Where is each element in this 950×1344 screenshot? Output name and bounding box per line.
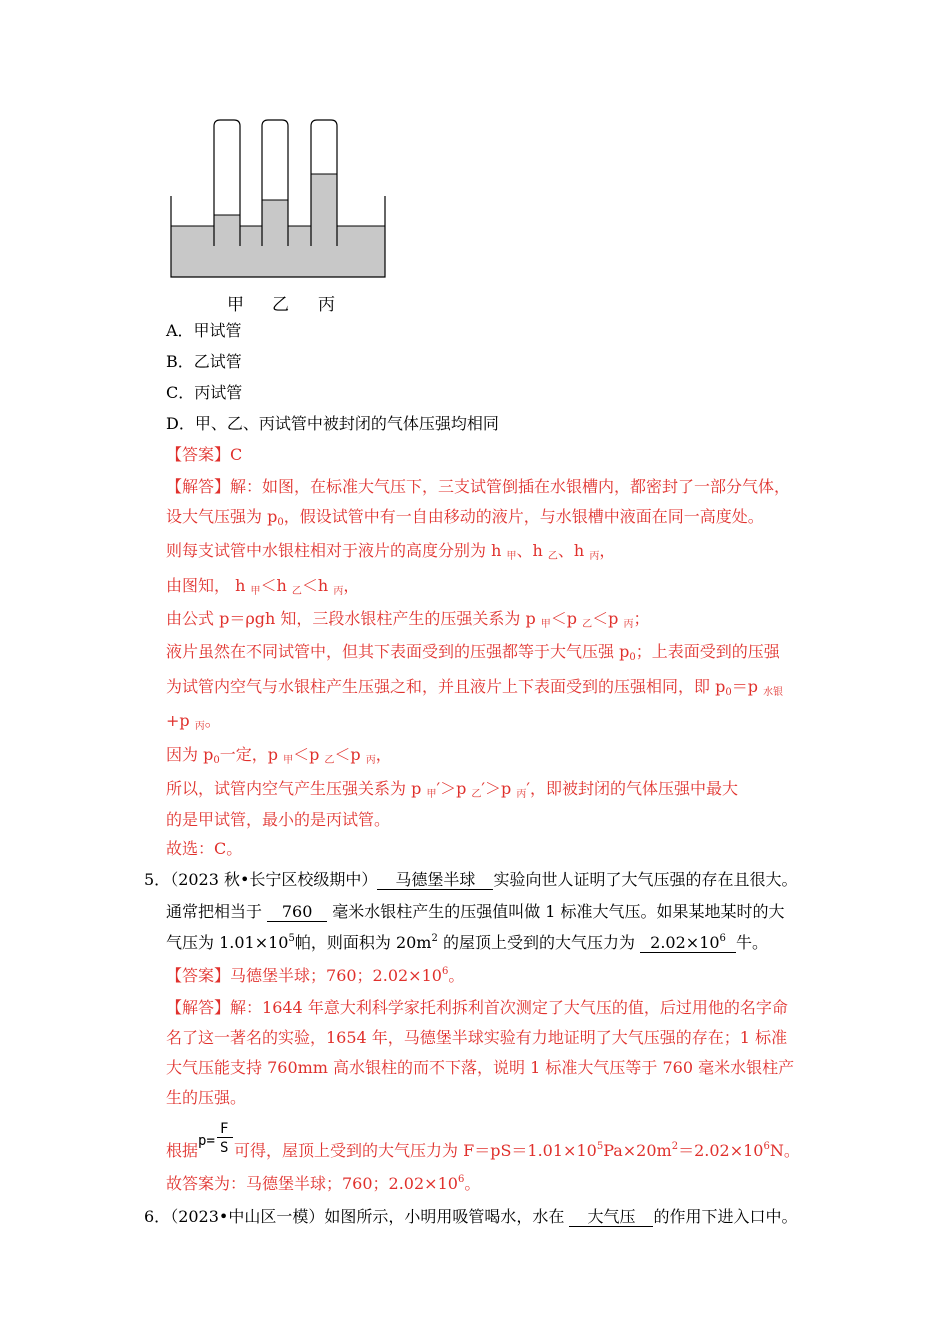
q5-analysis-line6: 故答案为：马德堡半球；760；$2.02\times 10^6$。: [166, 1174, 481, 1193]
q5-blank3: $2.02\times 10^6$: [640, 934, 736, 953]
q4-analysis-line10: 所以，试管内空气产生压强关系为 p $_甲$′＞p $_乙$′＞p $_丙$′，即被封闭的气体压强中最大: [166, 779, 739, 800]
q4-analysis-line5: 由公式 p＝ρgh 知，三段水银柱产生的压强关系为 p $_甲$＜p $_乙$＜p $_丙$；: [166, 609, 650, 630]
q4-analysis-line12: 故选：C。: [166, 839, 243, 858]
q4-analysis-line8: +p $_丙$。: [166, 711, 221, 732]
q6-line1: 6．（2023•中山区一模）如图所示，小明用吸管喝水，水在 大气压 的作用下进入口中。: [144, 1207, 798, 1226]
q4-analysis-line11: 的是甲试管，最小的是丙试管。: [166, 810, 391, 829]
q4-analysis-line2: 设大气压强为 $p_0$，假设试管中有一自由移动的液片，与水银槽中液面在同一高度处。: [166, 507, 764, 528]
q5-answer: 【答案】马德堡半球；760；$2.02\times 10^6$。: [166, 966, 465, 985]
q5-blank2: 760: [267, 903, 327, 922]
q5-analysis-line5: 根据 p= F S 可得，屋顶上受到的大气压力为 $F=pS=1.01\times 10^5Pa\times 20m^2=2.02\times 10^6N$。: [166, 1121, 800, 1160]
tube-label-bing: 丙: [318, 295, 335, 315]
q4-analysis-line4: 由图知， h $_甲$＜h $_乙$＜h $_丙$，: [166, 576, 360, 597]
option-b: B．乙试管: [166, 352, 242, 371]
q4-analysis-line6: 液片虽然在不同试管中，但其下表面受到的压强都等于大气压强 $p_0$；上表面受到的压强: [166, 642, 780, 663]
option-a: A．甲试管: [166, 321, 242, 340]
q5-blank1: 马德堡半球: [377, 871, 493, 890]
q5-analysis-line2: 名了这一著名的实验，1654 年，马德堡半球实验有力地证明了大气压强的存在；1 标准: [166, 1028, 788, 1047]
q6-blank: 大气压: [569, 1208, 653, 1227]
q5-analysis-line3: 大气压能支持 760mm 高水银柱的而不下落，说明 1 标准大气压等于 760 毫米水银柱产: [166, 1058, 795, 1077]
tube-label-jia: 甲: [227, 295, 244, 315]
pressure-formula: p= F S: [198, 1141, 234, 1161]
mercury-tubes-figure: [166, 114, 392, 314]
q4-analysis-line1: 【解答】解：如图，在标准大气压下，三支试管倒插在水银槽内，都密封了一部分气体，: [166, 477, 791, 496]
tube-label-yi: 乙: [272, 295, 289, 315]
q4-analysis-line7: 为试管内空气与水银柱产生压强之和，并且液片上下表面受到的压强相同，即 $p_0=p$ $_{水银}$: [166, 677, 784, 698]
q5-line3: 气压为 $1.01\times 10^5$帕，则面积为 $20m^2$ 的屋顶上受到的大气压力为 $2.02\times 10^6$ 牛。: [166, 933, 769, 952]
q5-line2: 通常把相当于 760 毫米水银柱产生的压强值叫做 1 标准大气压。如果某地某时的大: [166, 902, 785, 921]
q5-analysis-line1: 【解答】解：1644 年意大利科学家托利拆利首次测定了大气压的值，后过用他的名字命: [166, 998, 788, 1017]
q4-analysis-line9: 因为 $p_0$一定，p $_甲$＜p $_乙$＜p $_丙$，: [166, 745, 392, 766]
q4-answer: 【答案】C: [166, 445, 243, 464]
q5-analysis-line4: 生的压强。: [166, 1088, 247, 1107]
q4-analysis-line3: 则每支试管中水银柱相对于液片的高度分别为 h $_甲$、h $_乙$、h $_丙$，: [166, 541, 616, 562]
option-c: C．丙试管: [166, 383, 243, 402]
option-d: D．甲、乙、丙试管中被封闭的气体压强均相同: [166, 414, 499, 433]
q5-line1: 5．（2023 秋•长宁区校级期中） 马德堡半球 实验向世人证明了大气压强的存在且很大。: [144, 870, 798, 889]
